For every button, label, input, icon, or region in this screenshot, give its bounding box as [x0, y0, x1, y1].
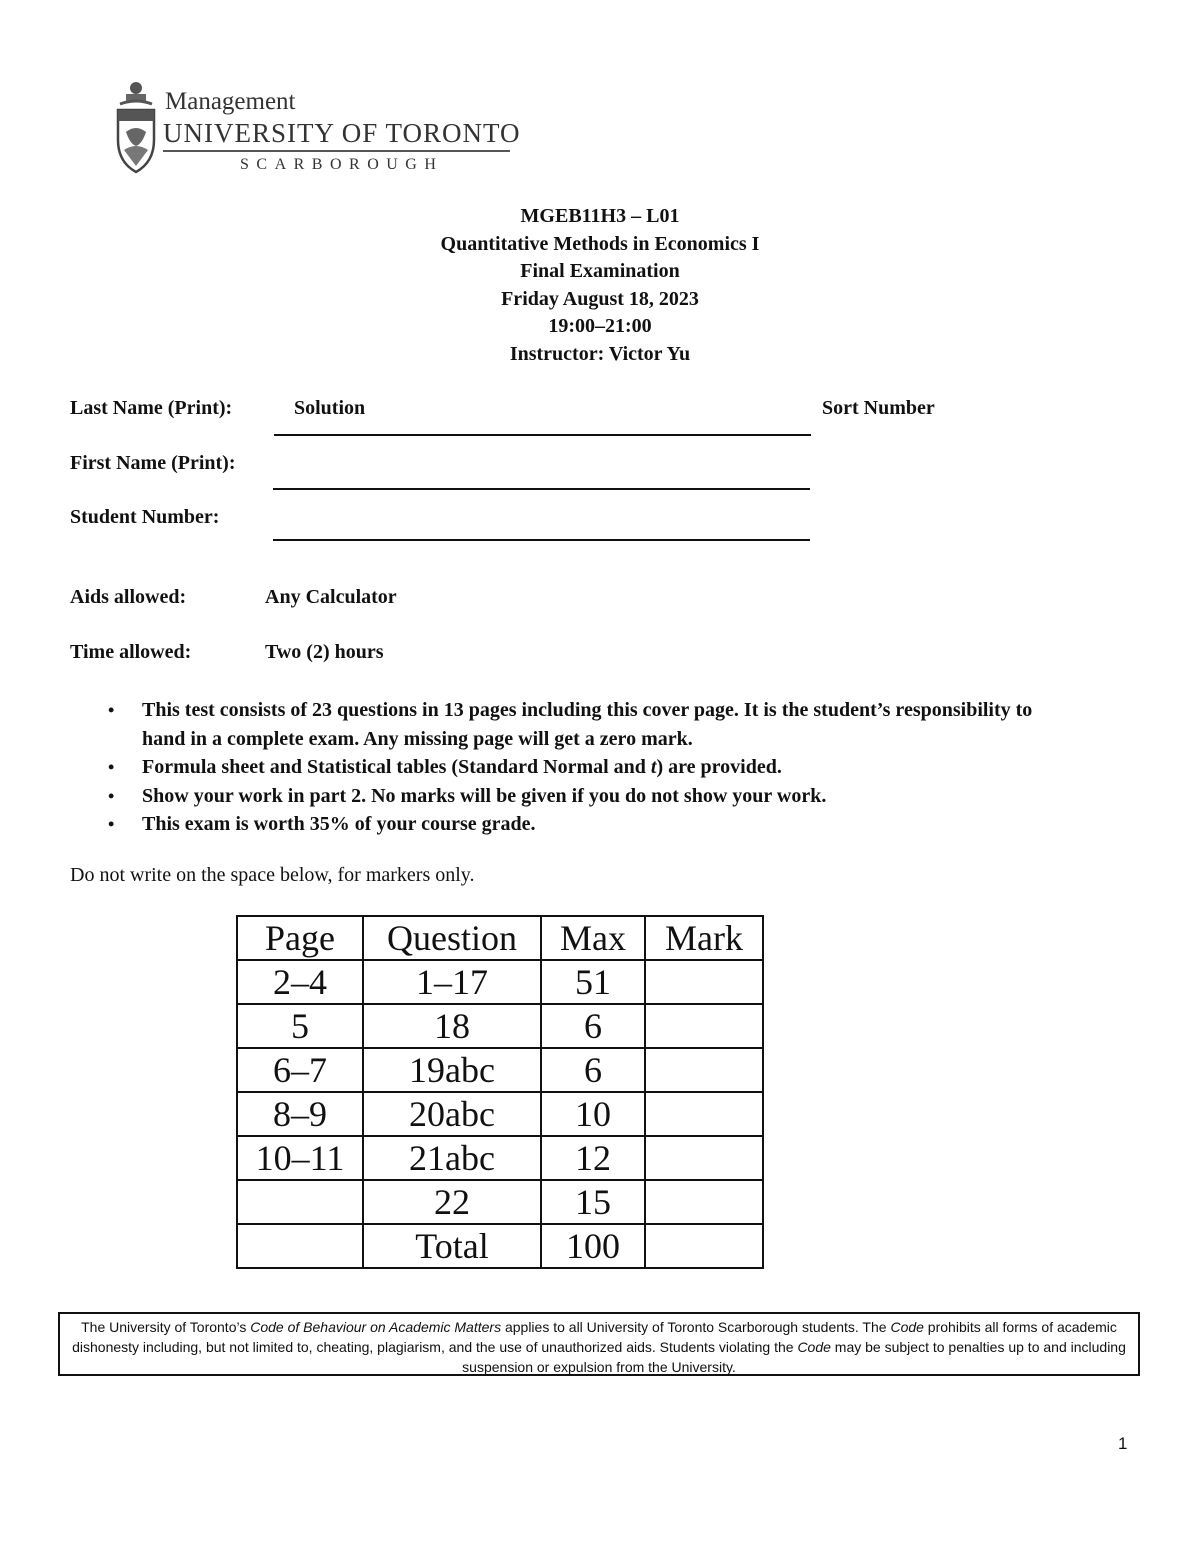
- markers-note: Do not write on the space below, for markers only.: [70, 864, 475, 886]
- table-row: 8–9 20abc 10: [237, 1092, 763, 1136]
- table-row-total: Total 100: [237, 1224, 763, 1268]
- bullet-icon: •: [108, 757, 115, 777]
- exam-type: Final Examination: [520, 260, 680, 282]
- logo-management-text: Management: [165, 88, 296, 115]
- header-mark: Mark: [645, 916, 763, 960]
- crest-icon: [112, 80, 160, 175]
- list-item: • Show your work in part 2. No marks will be given if you do not show your work.: [108, 782, 1068, 811]
- list-item: • This test consists of 23 questions in 13 pages including this cover page. It is the student’s responsibility to hand in a complete exam. Any missing page will get a zero mark.: [108, 696, 1068, 753]
- bullet-icon: •: [108, 700, 115, 720]
- student-number-label: Student Number:: [70, 506, 220, 528]
- course-code: MGEB11H3 – L01: [520, 205, 680, 227]
- mark-cell-total[interactable]: [645, 1224, 763, 1268]
- last-name-label: Last Name (Print):: [70, 397, 233, 419]
- exam-date: Friday August 18, 2023: [501, 287, 699, 310]
- list-item: • Formula sheet and Statistical tables (Standard Normal and t) are provided.: [108, 753, 1068, 782]
- exam-header: [0, 203, 1200, 368]
- logo-scarborough-text: SCARBOROUGH: [240, 156, 444, 173]
- list-item: • This exam is worth 35% of your course grade.: [108, 810, 1068, 839]
- mark-cell[interactable]: [645, 1136, 763, 1180]
- mark-cell[interactable]: [645, 960, 763, 1004]
- time-allowed-value: Two (2) hours: [265, 641, 384, 663]
- mark-cell[interactable]: [645, 1180, 763, 1224]
- time-allowed-label: Time allowed:: [70, 641, 192, 663]
- aids-label: Aids allowed:: [70, 586, 187, 608]
- logo-divider: [163, 150, 510, 152]
- header-page: Page: [237, 916, 363, 960]
- mark-cell[interactable]: [645, 1048, 763, 1092]
- exam-time: 19:00–21:00: [548, 315, 652, 337]
- sort-number-label: Sort Number: [822, 397, 935, 419]
- table-row: 2–4 1–17 51: [237, 960, 763, 1004]
- table-row: 6–7 19abc 6: [237, 1048, 763, 1092]
- first-name-line[interactable]: [273, 488, 810, 490]
- course-title: Quantitative Methods in Economics I: [440, 232, 760, 255]
- table-row: 10–11 21abc 12: [237, 1136, 763, 1180]
- mark-cell[interactable]: [645, 1092, 763, 1136]
- last-name-value[interactable]: Solution: [294, 397, 366, 419]
- aids-value: Any Calculator: [265, 586, 397, 608]
- page-number: 1: [1118, 1434, 1128, 1453]
- table-header-row: [237, 916, 763, 960]
- header-question: Question: [363, 916, 541, 960]
- student-number-line[interactable]: [273, 539, 810, 541]
- first-name-label: First Name (Print):: [70, 452, 236, 474]
- bullet-icon: •: [108, 785, 115, 806]
- header-max: Max: [541, 916, 645, 960]
- mark-cell[interactable]: [645, 1004, 763, 1048]
- instructions-list: [108, 696, 1068, 839]
- logo-university-text: UNIVERSITY OF TORONTO: [163, 118, 521, 148]
- code-of-behaviour-notice: The University of Toronto’s Code of Behaviour on Academic Matters applies to all University of Toronto Scarborough students. The Code prohibits all forms of academic dishonesty including, but not limited to, cheating, plagiarism, and the use of unauthorized aids. Students violating the Code may be subject to penalties up to and including suspension or expulsion from the University.: [58, 1312, 1140, 1376]
- last-name-line: [274, 434, 811, 436]
- table-row: 5 18 6: [237, 1004, 763, 1048]
- table-row: 22 15: [237, 1180, 763, 1224]
- marks-table: [236, 915, 764, 1269]
- bullet-icon: •: [108, 814, 115, 834]
- instructor: Instructor: Victor Yu: [509, 342, 691, 365]
